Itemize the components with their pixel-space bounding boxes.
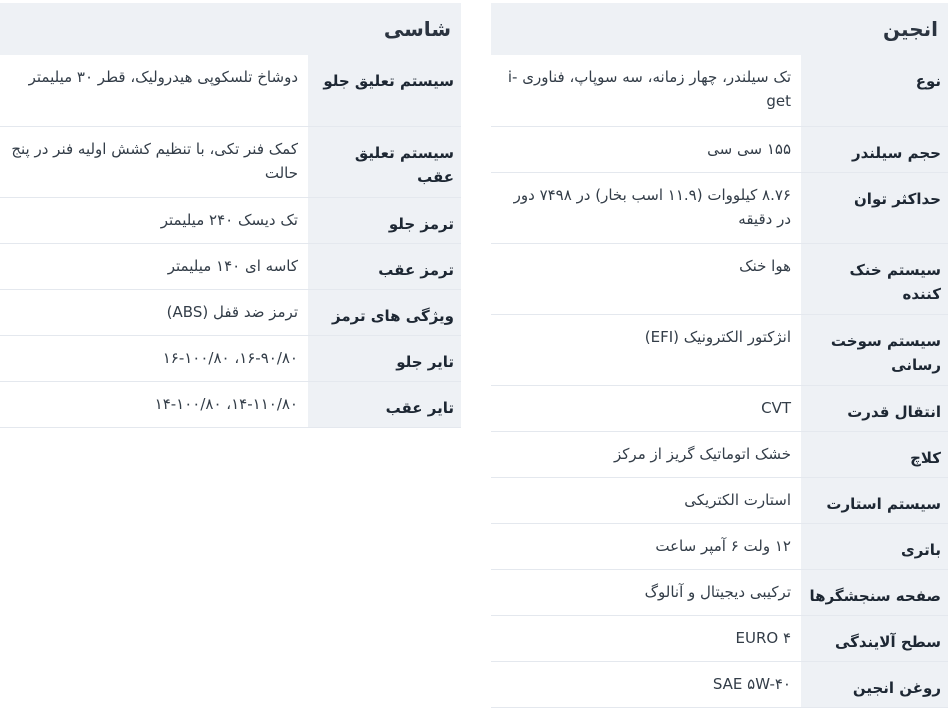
table-row bbox=[491, 55, 948, 126]
table-row bbox=[0, 126, 461, 197]
spec-value: هوا خنک bbox=[491, 243, 801, 314]
table-row bbox=[491, 314, 948, 385]
chassis-spec-panel bbox=[0, 3, 461, 428]
spec-label: حداکثر توان bbox=[801, 172, 948, 243]
spec-label: صفحه سنجشگرها bbox=[801, 569, 948, 615]
spec-value: ۱۲ ولت ۶ آمپر ساعت bbox=[491, 523, 801, 569]
spec-label: سیستم استارت bbox=[801, 477, 948, 523]
table-row bbox=[0, 243, 461, 289]
spec-value: تک سیلندر، چهار زمانه، سه سوپاپ، فناوری i-get bbox=[491, 55, 801, 126]
spec-value: ۱۵۵ سی سی bbox=[491, 126, 801, 172]
table-row bbox=[491, 243, 948, 314]
table-row bbox=[491, 172, 948, 243]
table-row bbox=[0, 381, 461, 427]
spec-label: انتقال قدرت bbox=[801, 385, 948, 431]
spec-label: سیستم تعلیق جلو bbox=[308, 55, 461, 126]
table-row bbox=[491, 569, 948, 615]
chassis-spec-table bbox=[0, 55, 461, 428]
spec-value: تک دیسک ۲۴۰ میلیمتر bbox=[0, 197, 308, 243]
spec-value: استارت الکتریکی bbox=[491, 477, 801, 523]
spec-label: نوع bbox=[801, 55, 948, 126]
spec-label: سیستم خنک کننده bbox=[801, 243, 948, 314]
spec-value: CVT bbox=[491, 385, 801, 431]
spec-label: باتری bbox=[801, 523, 948, 569]
engine-section-title: انجین bbox=[491, 3, 948, 55]
table-row bbox=[0, 55, 461, 126]
spec-label: سیستم سوخت رسانی bbox=[801, 314, 948, 385]
table-row bbox=[0, 335, 461, 381]
table-row bbox=[491, 477, 948, 523]
table-row bbox=[0, 197, 461, 243]
spec-value: ۸.۷۶ کیلووات (۱۱.۹ اسب بخار) در ۷۴۹۸ دور در دقیقه bbox=[491, 172, 801, 243]
spec-value: کمک فنر تکی، با تنظیم کشش اولیه فنر در پنج حالت bbox=[0, 126, 308, 197]
spec-label: تایر عقب bbox=[308, 381, 461, 427]
table-row bbox=[491, 385, 948, 431]
spec-value: دوشاخ تلسکوپی هیدرولیک، قطر ۳۰ میلیمتر bbox=[0, 55, 308, 126]
spec-value: ۱۶-۹۰/۸۰، ۱۶-۱۰۰/۸۰ bbox=[0, 335, 308, 381]
spec-label: تایر جلو bbox=[308, 335, 461, 381]
spec-value: ۱۴-۱۱۰/۸۰، ۱۴-۱۰۰/۸۰ bbox=[0, 381, 308, 427]
chassis-section-title: شاسی bbox=[0, 3, 461, 55]
table-row bbox=[491, 431, 948, 477]
table-row bbox=[0, 289, 461, 335]
table-row bbox=[491, 126, 948, 172]
spec-value: EURO ۴ bbox=[491, 615, 801, 661]
table-row bbox=[491, 615, 948, 661]
spec-label: ویژگی های ترمز bbox=[308, 289, 461, 335]
spec-label: سیستم تعلیق عقب bbox=[308, 126, 461, 197]
spec-value: خشک اتوماتیک گریز از مرکز bbox=[491, 431, 801, 477]
engine-spec-panel bbox=[491, 3, 948, 708]
spec-value: کاسه ای ۱۴۰ میلیمتر bbox=[0, 243, 308, 289]
table-row bbox=[491, 523, 948, 569]
spec-label: ترمز عقب bbox=[308, 243, 461, 289]
spec-value: ترمز ضد قفل (ABS) bbox=[0, 289, 308, 335]
engine-spec-table bbox=[491, 55, 948, 708]
spec-label: روغن انجین bbox=[801, 661, 948, 707]
spec-value: ترکیبی دیجیتال و آنالوگ bbox=[491, 569, 801, 615]
table-row bbox=[491, 661, 948, 707]
spec-label: سطح آلایندگی bbox=[801, 615, 948, 661]
spec-value: SAE ۵W-۴۰ bbox=[491, 661, 801, 707]
spec-label: کلاچ bbox=[801, 431, 948, 477]
spec-value: انژکتور الکترونیک (EFI) bbox=[491, 314, 801, 385]
spec-label: حجم سیلندر bbox=[801, 126, 948, 172]
spec-label: ترمز جلو bbox=[308, 197, 461, 243]
